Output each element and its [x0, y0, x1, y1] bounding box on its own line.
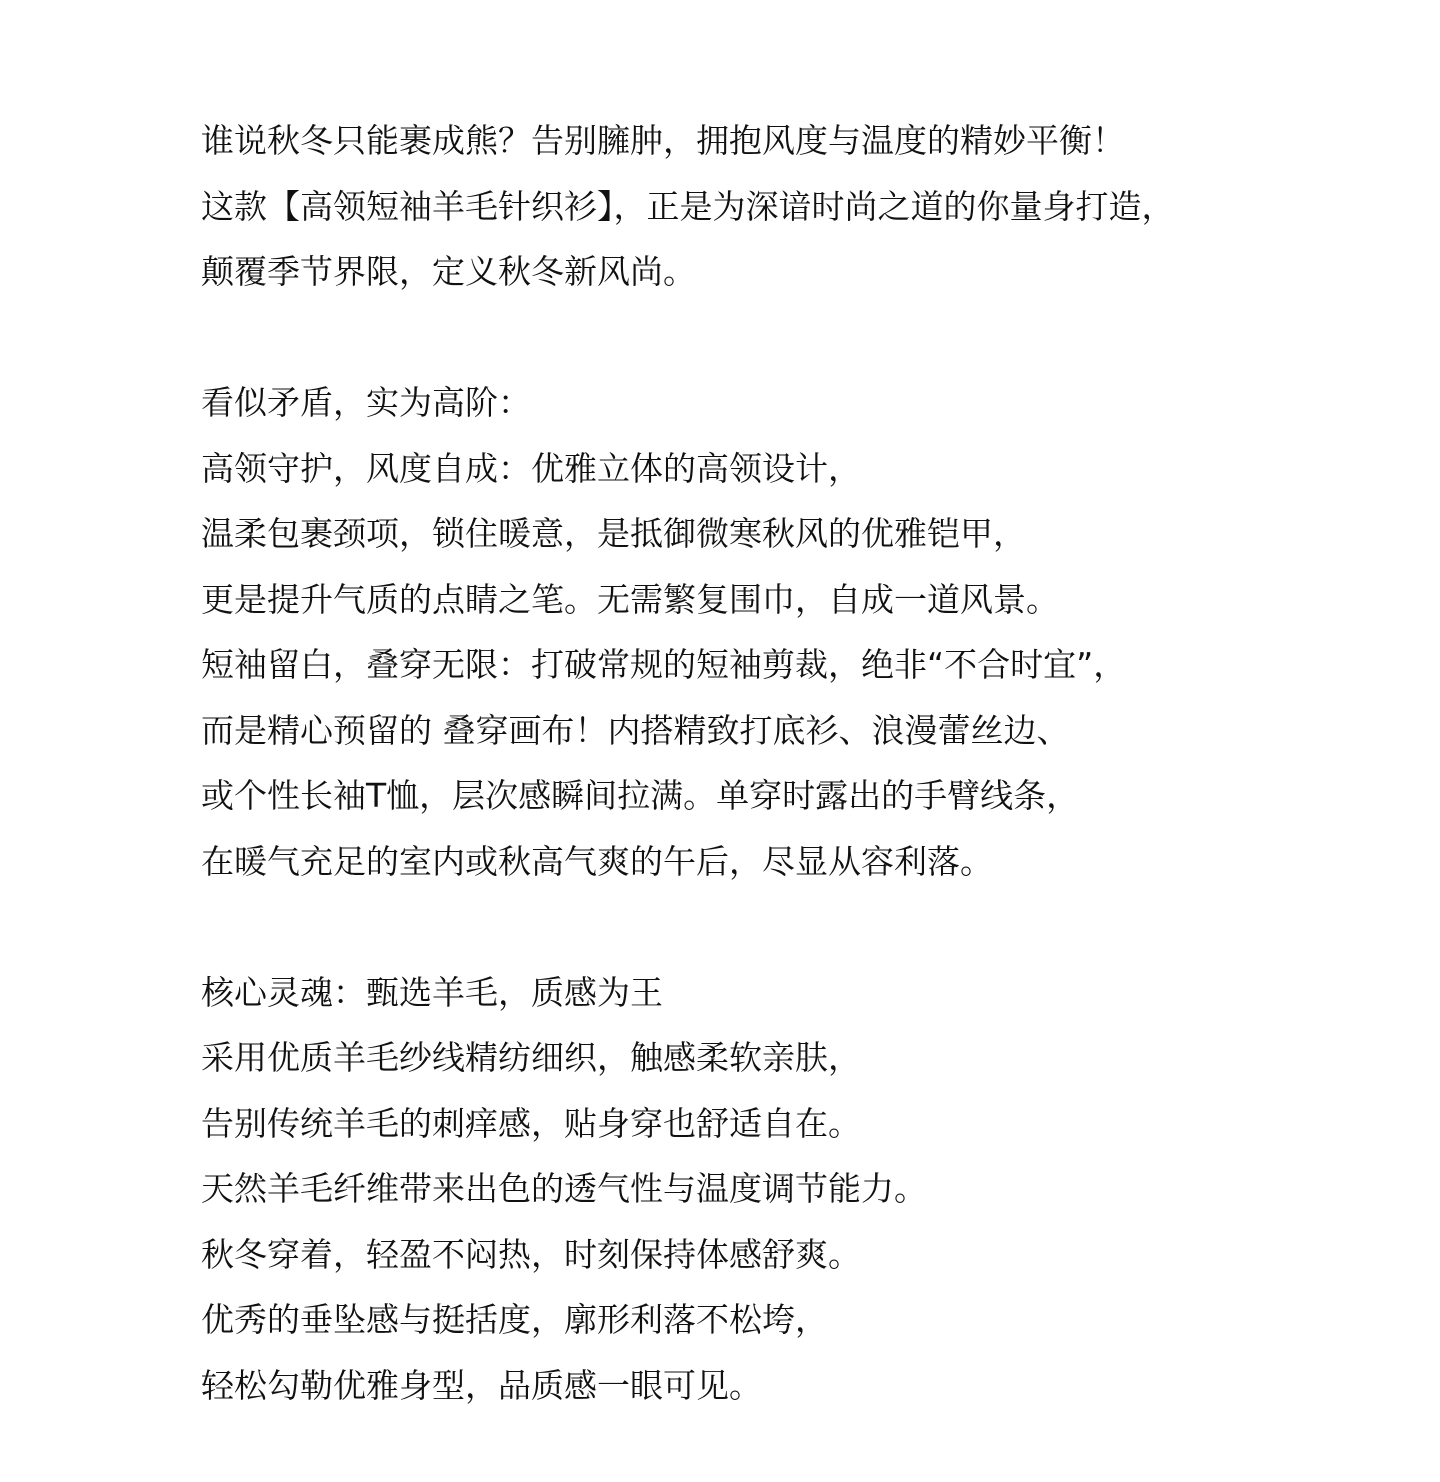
text-line: 天然羊毛纤维带来出色的透气性与温度调节能力。: [201, 1169, 927, 1208]
text-line: 颠覆季节界限，定义秋冬新风尚。: [201, 252, 696, 291]
text-line: 在暖气充足的室内或秋高气爽的午后，尽显从容利落。: [201, 841, 993, 881]
text-line: 高领守护，风度自成：优雅立体的高领设计，: [201, 448, 861, 488]
paragraph-material: [201, 960, 1401, 1419]
paragraph-intro: [201, 108, 1401, 305]
text-line: 温柔包裹颈项，锁住暖意，是抵御微寒秋风的优雅铠甲，: [201, 514, 1026, 553]
text-line: 采用优质羊毛纱线精纺细织，触感柔软亲肤，: [201, 1038, 861, 1077]
paragraph-design: [201, 370, 1401, 894]
document-body: [201, 108, 1401, 1418]
paragraph-spacer: [201, 305, 1401, 371]
text-line: 轻松勾勒优雅身型，品质感一眼可见。: [201, 1365, 762, 1405]
text-line: 而是精心预留的 叠穿画布！内搭精致打底衫、浪漫蕾丝边、: [201, 710, 1070, 750]
text-line: 看似矛盾，实为高阶：: [201, 383, 531, 422]
text-line: 或个性长袖T恤，层次感瞬间拉满。单穿时露出的手臂线条，: [201, 776, 1080, 815]
text-line: 短袖留白，叠穿无限：打破常规的短袖剪裁，绝非“不合时宜”，: [201, 645, 1127, 684]
text-line: 谁说秋冬只能裹成熊？告别臃肿，拥抱风度与温度的精妙平衡！: [201, 121, 1125, 160]
paragraph-spacer: [201, 894, 1401, 960]
text-line: 优秀的垂坠感与挺括度，廓形利落不松垮，: [201, 1300, 828, 1339]
text-line: 秋冬穿着，轻盈不闷热，时刻保持体感舒爽。: [201, 1234, 861, 1274]
text-line: 告别传统羊毛的刺痒感，贴身穿也舒适自在。: [201, 1103, 861, 1143]
text-line: 这款【高领短袖羊毛针织衫】，正是为深谙时尚之道的你量身打造，: [201, 186, 1175, 226]
text-line: 更是提升气质的点睛之笔。无需繁复围巾，自成一道风景。: [201, 579, 1059, 619]
text-line: 核心灵魂：甄选羊毛，质感为王: [201, 972, 663, 1012]
